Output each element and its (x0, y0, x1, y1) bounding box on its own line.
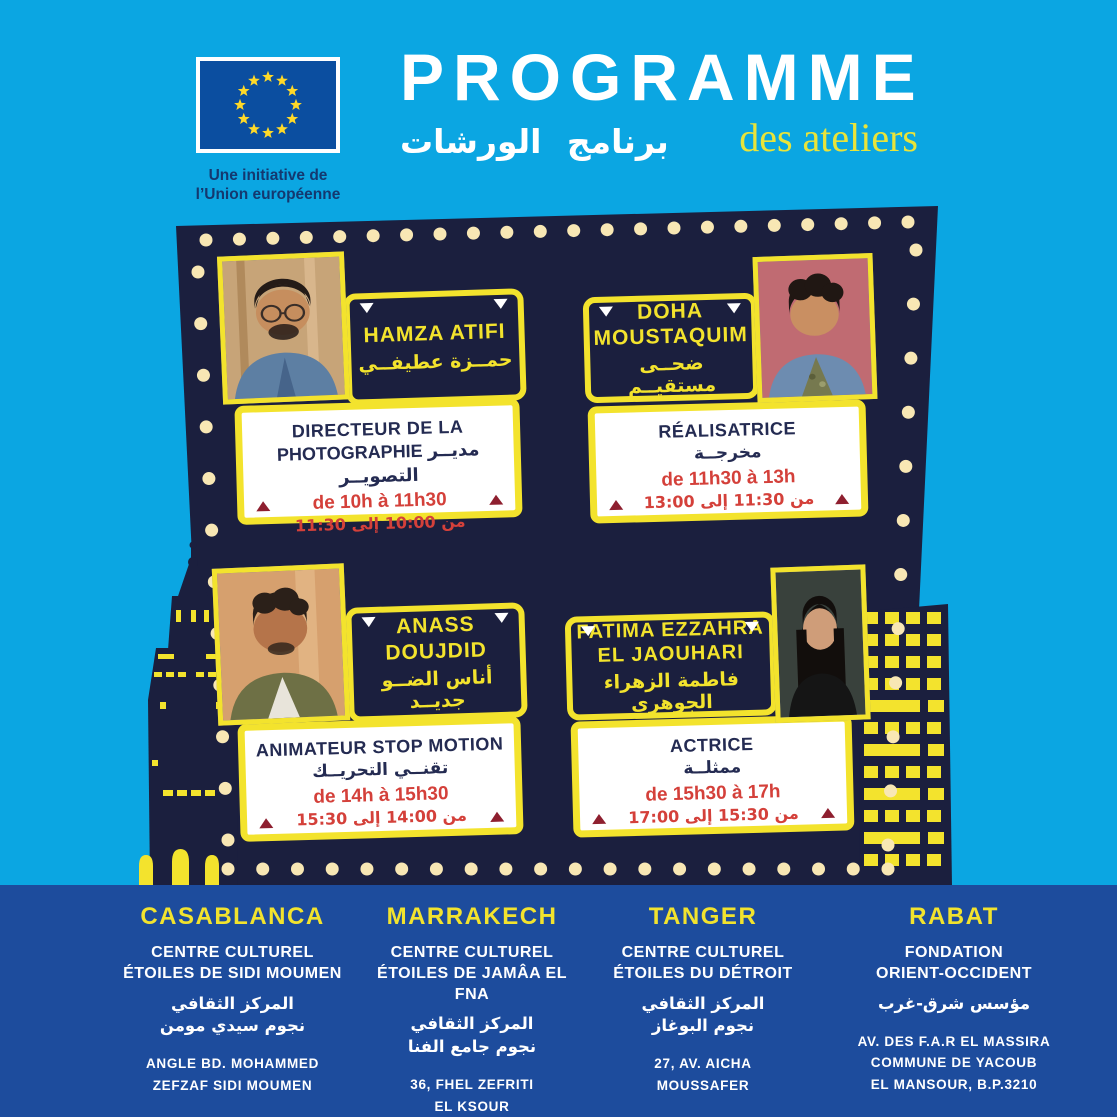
city-name: MARRAKECH (386, 903, 558, 930)
name-panel-hamza-atifi (343, 288, 526, 406)
portrait-illustration (758, 258, 873, 398)
speaker-name-arabic: أناس الضــو جديــد (381, 665, 493, 713)
eu-flag (196, 57, 340, 153)
down-triangle-icon (494, 299, 508, 309)
info-box-hamza-atifi (234, 398, 522, 536)
name-panel-doha-moustaquim (583, 293, 760, 404)
poster-title-arabic: برنامج الورشات (400, 122, 669, 161)
venue-address: 27, AV. AICHA MOUSSAFER (654, 1056, 752, 1093)
role-line1: RÉALISATRICE (658, 418, 797, 442)
down-triangle-icon (727, 303, 741, 313)
venue-column-tanger (597, 885, 809, 1096)
name-panel-fatima-ezzahra (565, 611, 778, 720)
role-arabic: تقنــي التحريــك (311, 758, 449, 783)
up-triangle-icon (835, 494, 849, 504)
time-arabic: من 10:00 إلى 11:30 (294, 511, 466, 536)
info-box-fatima-ezzahra (571, 714, 855, 837)
up-triangle-icon (489, 495, 503, 505)
portrait-illustration (217, 569, 345, 721)
time-french: de 15h30 à 17h (645, 781, 781, 807)
speaker-name-line2: EL JAOUHARI (597, 641, 745, 667)
info-box-doha-moustaquim (588, 399, 869, 523)
speaker-name-line2: MOUSTAQUIM (593, 322, 749, 351)
portrait-photo-doha-moustaquim (752, 253, 877, 403)
speaker-name: HAMZA ATIFI (363, 320, 506, 348)
speaker-name-line2: DOUJDID (385, 637, 488, 665)
speaker-name-arabic: فاطمة الزهراء الجوهري (603, 668, 740, 716)
up-triangle-icon (490, 812, 504, 822)
down-triangle-icon (745, 622, 759, 632)
venue-column-marrakech (358, 885, 586, 1117)
venue-name: FONDATION ORIENT-OCCIDENT (876, 944, 1032, 982)
title-block (400, 40, 925, 161)
role-line1: DIRECTEUR DE LA (291, 416, 464, 442)
role-line1: ANIMATEUR STOP MOTION (255, 733, 504, 761)
eu-caption-line1: Une initiative de (208, 167, 328, 184)
role-line2: PHOTOGRAPHIE مديــر التصويــر (276, 439, 480, 488)
time-french: de 14h à 15h30 (313, 783, 449, 809)
time-french: de 10h à 11h30 (312, 489, 447, 515)
up-triangle-icon (592, 814, 606, 824)
venue-column-rabat (806, 885, 1102, 1096)
name-panel-anass-doujdid (345, 602, 528, 723)
down-triangle-icon (581, 626, 595, 636)
time-arabic: من 11:30 إلى 13:00 (643, 489, 815, 513)
portrait-illustration (775, 570, 865, 718)
role-arabic: ممثلــة (683, 757, 742, 780)
up-triangle-icon (256, 501, 270, 511)
speaker-name: ANASS (395, 613, 475, 639)
up-triangle-icon (259, 818, 273, 828)
city-name: CASABLANCA (140, 903, 325, 930)
venue-address: ANGLE BD. MOHAMMED ZEFZAF SIDI MOUMEN (145, 1056, 320, 1093)
time-arabic: من 14:00 إلى 15:30 (296, 805, 468, 830)
venue-name: CENTRE CULTUREL ÉTOILES DE JAMÂA EL FNA (377, 944, 567, 1003)
speaker-name-arabic: ضحــى مستقيــم (627, 352, 717, 399)
eu-caption (168, 166, 368, 205)
venue-column-casablanca (105, 885, 360, 1096)
speaker-name: FATIMA EZZAHRA (576, 616, 764, 644)
city-name: RABAT (909, 903, 999, 930)
speaker-name-arabic: حمــزة عطيفــي (358, 348, 513, 376)
poster-subtitle: des ateliers (739, 115, 918, 160)
venue-address: 36, FHEL ZEFRITI EL KSOUR (410, 1076, 534, 1114)
down-triangle-icon (599, 307, 613, 317)
portrait-illustration (222, 257, 345, 400)
eu-caption-line2: l’Union européenne (195, 186, 341, 204)
role-arabic: مديــر التصويــر (338, 439, 480, 488)
venue-name: CENTRE CULTUREL ÉTOILES DU DÉTROIT (613, 944, 793, 982)
venue-address: AV. DES F.A.R EL MASSIRA COMMUNE DE YACOUB EL MANSOUR, B.P.3210 (857, 1033, 1051, 1093)
venue-name: CENTRE CULTUREL ÉTOILES DE SIDI MOUMEN (123, 944, 342, 982)
down-triangle-icon (362, 617, 376, 627)
portrait-photo-anass-doujdid (212, 563, 350, 725)
role-arabic: مخرجــة (693, 442, 762, 465)
time-french: de 11h30 à 13h (661, 466, 796, 492)
info-box-anass-doujdid (237, 716, 523, 842)
venue-name-arabic: المركز الثقافي نجوم سيدي مومن (159, 993, 306, 1035)
venue-name-arabic: المركز الثقافي نجوم جامع الفنا (407, 1014, 537, 1056)
portrait-photo-fatima-ezzahra (770, 564, 870, 722)
down-triangle-icon (494, 613, 508, 623)
up-triangle-icon (609, 500, 623, 510)
speaker-name: DOHA (636, 298, 704, 324)
down-triangle-icon (360, 303, 374, 313)
up-triangle-icon (821, 808, 835, 818)
role-line1: ACTRICE (669, 733, 754, 757)
portrait-photo-hamza-atifi (217, 251, 350, 404)
venue-name-arabic: مؤسس شرق-غرب (877, 993, 1031, 1013)
city-name: TANGER (648, 903, 758, 930)
venue-name-arabic: المركز الثقافي نجوم البوغاز (641, 993, 765, 1035)
time-arabic: من 15:30 إلى 17:00 (628, 804, 800, 828)
venues-footer (0, 885, 1117, 1117)
poster-title: PROGRAMME (400, 40, 925, 114)
